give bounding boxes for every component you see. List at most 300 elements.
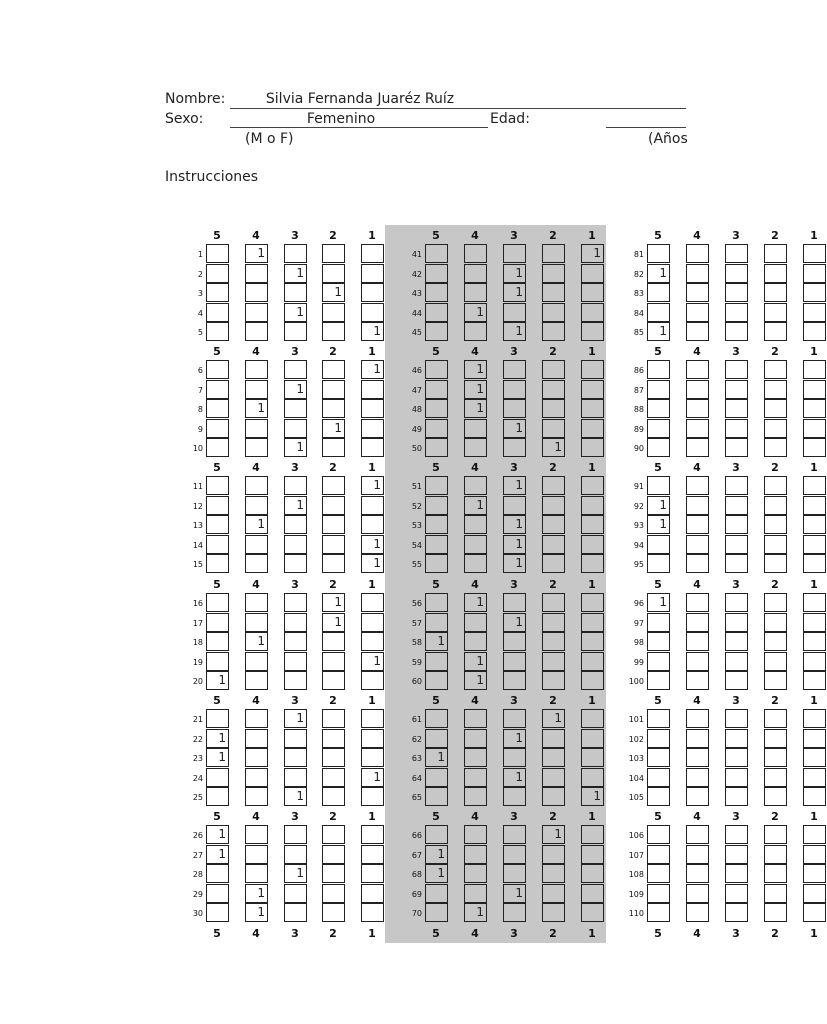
answer-cell[interactable]: 1: [361, 322, 384, 341]
answer-cell[interactable]: [803, 864, 826, 883]
answer-cell[interactable]: [647, 419, 670, 438]
answer-cell[interactable]: 1: [503, 613, 526, 632]
answer-cell[interactable]: [764, 419, 787, 438]
answer-cell[interactable]: [361, 496, 384, 515]
answer-cell[interactable]: [361, 748, 384, 767]
answer-cell[interactable]: [803, 845, 826, 864]
answer-cell[interactable]: 1: [581, 244, 604, 263]
answer-cell[interactable]: [542, 632, 565, 651]
answer-cell[interactable]: [686, 671, 709, 690]
answer-cell[interactable]: [464, 709, 487, 728]
answer-cell[interactable]: [764, 845, 787, 864]
answer-cell[interactable]: [503, 632, 526, 651]
answer-cell[interactable]: [725, 476, 748, 495]
answer-cell[interactable]: 1: [647, 593, 670, 612]
answer-cell[interactable]: [542, 554, 565, 573]
answer-cell[interactable]: [647, 884, 670, 903]
answer-cell[interactable]: 1: [284, 380, 307, 399]
answer-cell[interactable]: [322, 903, 345, 922]
answer-cell[interactable]: [686, 729, 709, 748]
answer-cell[interactable]: [725, 496, 748, 515]
answer-cell[interactable]: [542, 729, 565, 748]
answer-cell[interactable]: [686, 613, 709, 632]
answer-cell[interactable]: 1: [206, 729, 229, 748]
answer-cell[interactable]: [542, 748, 565, 767]
answer-cell[interactable]: [425, 768, 448, 787]
answer-cell[interactable]: [686, 709, 709, 728]
answer-cell[interactable]: [206, 709, 229, 728]
answer-cell[interactable]: 1: [464, 652, 487, 671]
answer-cell[interactable]: [245, 360, 268, 379]
answer-cell[interactable]: [503, 380, 526, 399]
answer-cell[interactable]: [503, 244, 526, 263]
answer-cell[interactable]: [725, 825, 748, 844]
answer-cell[interactable]: 1: [361, 360, 384, 379]
answer-cell[interactable]: [245, 380, 268, 399]
answer-cell[interactable]: [647, 845, 670, 864]
answer-cell[interactable]: [425, 903, 448, 922]
answer-cell[interactable]: [581, 632, 604, 651]
answer-cell[interactable]: 1: [361, 652, 384, 671]
answer-cell[interactable]: [245, 671, 268, 690]
answer-cell[interactable]: [542, 419, 565, 438]
answer-cell[interactable]: [322, 671, 345, 690]
answer-cell[interactable]: [725, 322, 748, 341]
answer-cell[interactable]: 1: [206, 671, 229, 690]
answer-cell[interactable]: [686, 845, 709, 864]
answer-cell[interactable]: 1: [647, 322, 670, 341]
answer-cell[interactable]: [581, 322, 604, 341]
answer-cell[interactable]: [206, 264, 229, 283]
answer-cell[interactable]: [361, 903, 384, 922]
answer-cell[interactable]: [425, 419, 448, 438]
answer-cell[interactable]: [803, 593, 826, 612]
answer-cell[interactable]: [322, 845, 345, 864]
answer-cell[interactable]: [361, 632, 384, 651]
answer-cell[interactable]: [764, 825, 787, 844]
answer-cell[interactable]: [542, 264, 565, 283]
answer-cell[interactable]: [686, 787, 709, 806]
answer-cell[interactable]: [542, 593, 565, 612]
answer-cell[interactable]: 1: [503, 554, 526, 573]
answer-cell[interactable]: [206, 360, 229, 379]
answer-cell[interactable]: [542, 652, 565, 671]
answer-cell[interactable]: [206, 244, 229, 263]
answer-cell[interactable]: [425, 303, 448, 322]
answer-cell[interactable]: 1: [322, 283, 345, 302]
answer-cell[interactable]: [322, 476, 345, 495]
answer-cell[interactable]: [725, 652, 748, 671]
answer-cell[interactable]: [284, 515, 307, 534]
answer-cell[interactable]: [425, 438, 448, 457]
answer-cell[interactable]: [647, 244, 670, 263]
answer-cell[interactable]: [647, 360, 670, 379]
answer-cell[interactable]: [464, 632, 487, 651]
answer-cell[interactable]: [245, 787, 268, 806]
answer-cell[interactable]: [581, 729, 604, 748]
answer-cell[interactable]: 1: [647, 515, 670, 534]
answer-cell[interactable]: [803, 671, 826, 690]
answer-cell[interactable]: [322, 496, 345, 515]
answer-cell[interactable]: [803, 303, 826, 322]
answer-cell[interactable]: [764, 671, 787, 690]
answer-cell[interactable]: [542, 360, 565, 379]
answer-cell[interactable]: [803, 825, 826, 844]
answer-cell[interactable]: [764, 903, 787, 922]
answer-cell[interactable]: [425, 380, 448, 399]
answer-cell[interactable]: [686, 360, 709, 379]
answer-cell[interactable]: 1: [464, 380, 487, 399]
answer-cell[interactable]: [725, 613, 748, 632]
answer-cell[interactable]: [245, 613, 268, 632]
answer-cell[interactable]: [764, 515, 787, 534]
answer-cell[interactable]: [361, 729, 384, 748]
answer-cell[interactable]: [503, 652, 526, 671]
answer-cell[interactable]: [245, 535, 268, 554]
answer-cell[interactable]: [361, 787, 384, 806]
answer-cell[interactable]: [686, 303, 709, 322]
answer-cell[interactable]: [322, 303, 345, 322]
answer-cell[interactable]: [206, 476, 229, 495]
answer-cell[interactable]: 1: [503, 884, 526, 903]
answer-cell[interactable]: [284, 748, 307, 767]
answer-cell[interactable]: [322, 438, 345, 457]
answer-cell[interactable]: [284, 593, 307, 612]
answer-cell[interactable]: [503, 864, 526, 883]
answer-cell[interactable]: [284, 825, 307, 844]
answer-cell[interactable]: [647, 748, 670, 767]
answer-cell[interactable]: [425, 360, 448, 379]
answer-cell[interactable]: [425, 496, 448, 515]
answer-cell[interactable]: [361, 438, 384, 457]
answer-cell[interactable]: 1: [322, 593, 345, 612]
answer-cell[interactable]: 1: [503, 322, 526, 341]
answer-cell[interactable]: [725, 303, 748, 322]
answer-cell[interactable]: [542, 515, 565, 534]
answer-cell[interactable]: [245, 476, 268, 495]
answer-cell[interactable]: [803, 264, 826, 283]
answer-cell[interactable]: [361, 419, 384, 438]
answer-cell[interactable]: [803, 632, 826, 651]
answer-cell[interactable]: [725, 729, 748, 748]
answer-cell[interactable]: [464, 845, 487, 864]
answer-cell[interactable]: [503, 360, 526, 379]
answer-cell[interactable]: [581, 554, 604, 573]
answer-cell[interactable]: [647, 729, 670, 748]
answer-cell[interactable]: 1: [425, 864, 448, 883]
answer-cell[interactable]: [284, 244, 307, 263]
answer-cell[interactable]: [425, 652, 448, 671]
answer-cell[interactable]: [647, 438, 670, 457]
answer-cell[interactable]: [581, 380, 604, 399]
answer-cell[interactable]: [322, 380, 345, 399]
answer-cell[interactable]: [542, 903, 565, 922]
answer-cell[interactable]: [425, 729, 448, 748]
answer-cell[interactable]: [464, 535, 487, 554]
answer-cell[interactable]: [206, 438, 229, 457]
answer-cell[interactable]: [581, 303, 604, 322]
answer-cell[interactable]: [361, 303, 384, 322]
answer-cell[interactable]: [764, 283, 787, 302]
answer-cell[interactable]: [581, 652, 604, 671]
answer-cell[interactable]: [245, 729, 268, 748]
answer-cell[interactable]: [361, 380, 384, 399]
answer-cell[interactable]: [803, 554, 826, 573]
answer-cell[interactable]: [245, 652, 268, 671]
answer-cell[interactable]: 1: [245, 244, 268, 263]
answer-cell[interactable]: [322, 864, 345, 883]
answer-cell[interactable]: [284, 845, 307, 864]
answer-cell[interactable]: [764, 613, 787, 632]
answer-cell[interactable]: 1: [284, 496, 307, 515]
answer-cell[interactable]: 1: [503, 419, 526, 438]
answer-cell[interactable]: [425, 554, 448, 573]
answer-cell[interactable]: [581, 593, 604, 612]
answer-cell[interactable]: [361, 399, 384, 418]
answer-cell[interactable]: [725, 845, 748, 864]
answer-cell[interactable]: 1: [361, 476, 384, 495]
answer-cell[interactable]: [245, 419, 268, 438]
answer-cell[interactable]: [245, 264, 268, 283]
answer-cell[interactable]: [647, 768, 670, 787]
answer-cell[interactable]: [725, 438, 748, 457]
answer-cell[interactable]: [686, 884, 709, 903]
answer-cell[interactable]: [647, 632, 670, 651]
answer-cell[interactable]: [725, 748, 748, 767]
answer-cell[interactable]: [425, 671, 448, 690]
answer-cell[interactable]: [581, 825, 604, 844]
answer-cell[interactable]: [725, 399, 748, 418]
answer-cell[interactable]: [647, 671, 670, 690]
answer-cell[interactable]: [206, 593, 229, 612]
answer-cell[interactable]: [425, 787, 448, 806]
answer-cell[interactable]: [464, 419, 487, 438]
answer-cell[interactable]: [206, 632, 229, 651]
answer-cell[interactable]: [581, 613, 604, 632]
answer-cell[interactable]: [764, 632, 787, 651]
answer-cell[interactable]: [686, 244, 709, 263]
answer-cell[interactable]: [322, 554, 345, 573]
answer-cell[interactable]: [581, 535, 604, 554]
answer-cell[interactable]: [581, 709, 604, 728]
answer-cell[interactable]: 1: [361, 768, 384, 787]
answer-cell[interactable]: [284, 903, 307, 922]
answer-cell[interactable]: [206, 496, 229, 515]
answer-cell[interactable]: [206, 903, 229, 922]
answer-cell[interactable]: [284, 613, 307, 632]
answer-cell[interactable]: 1: [322, 419, 345, 438]
answer-cell[interactable]: [581, 419, 604, 438]
answer-cell[interactable]: 1: [503, 476, 526, 495]
answer-cell[interactable]: [647, 709, 670, 728]
answer-cell[interactable]: [503, 845, 526, 864]
answer-cell[interactable]: [803, 283, 826, 302]
answer-cell[interactable]: [206, 652, 229, 671]
answer-cell[interactable]: [542, 244, 565, 263]
answer-cell[interactable]: [686, 380, 709, 399]
answer-cell[interactable]: [686, 864, 709, 883]
answer-cell[interactable]: [322, 515, 345, 534]
answer-cell[interactable]: [581, 515, 604, 534]
answer-cell[interactable]: [542, 768, 565, 787]
answer-cell[interactable]: [686, 496, 709, 515]
answer-cell[interactable]: [686, 593, 709, 612]
answer-cell[interactable]: [206, 399, 229, 418]
answer-cell[interactable]: [245, 825, 268, 844]
answer-cell[interactable]: [581, 903, 604, 922]
answer-cell[interactable]: [542, 787, 565, 806]
answer-cell[interactable]: [322, 535, 345, 554]
answer-cell[interactable]: [542, 613, 565, 632]
answer-cell[interactable]: [686, 632, 709, 651]
answer-cell[interactable]: [764, 652, 787, 671]
answer-cell[interactable]: [464, 613, 487, 632]
answer-cell[interactable]: [361, 845, 384, 864]
answer-cell[interactable]: [686, 535, 709, 554]
answer-cell[interactable]: [764, 884, 787, 903]
answer-cell[interactable]: [284, 729, 307, 748]
answer-cell[interactable]: [542, 535, 565, 554]
answer-cell[interactable]: [764, 303, 787, 322]
answer-cell[interactable]: [764, 496, 787, 515]
answer-cell[interactable]: [803, 419, 826, 438]
answer-cell[interactable]: [425, 884, 448, 903]
answer-cell[interactable]: 1: [503, 535, 526, 554]
answer-cell[interactable]: [803, 360, 826, 379]
answer-cell[interactable]: [686, 264, 709, 283]
answer-cell[interactable]: [725, 864, 748, 883]
answer-cell[interactable]: [542, 496, 565, 515]
answer-cell[interactable]: 1: [284, 787, 307, 806]
answer-cell[interactable]: [322, 399, 345, 418]
answer-cell[interactable]: [581, 884, 604, 903]
answer-cell[interactable]: [464, 322, 487, 341]
answer-cell[interactable]: [647, 864, 670, 883]
answer-cell[interactable]: 1: [464, 593, 487, 612]
answer-cell[interactable]: [647, 399, 670, 418]
answer-cell[interactable]: [361, 244, 384, 263]
answer-cell[interactable]: [581, 360, 604, 379]
answer-cell[interactable]: [206, 554, 229, 573]
answer-cell[interactable]: [425, 399, 448, 418]
answer-cell[interactable]: [725, 884, 748, 903]
answer-cell[interactable]: [803, 244, 826, 263]
answer-cell[interactable]: 1: [542, 825, 565, 844]
answer-cell[interactable]: [803, 748, 826, 767]
answer-cell[interactable]: [464, 554, 487, 573]
answer-cell[interactable]: 1: [464, 303, 487, 322]
answer-cell[interactable]: [284, 419, 307, 438]
answer-cell[interactable]: [206, 322, 229, 341]
answer-cell[interactable]: [322, 632, 345, 651]
answer-cell[interactable]: [803, 322, 826, 341]
answer-cell[interactable]: [581, 399, 604, 418]
answer-cell[interactable]: [245, 748, 268, 767]
answer-cell[interactable]: 1: [206, 825, 229, 844]
answer-cell[interactable]: [206, 303, 229, 322]
answer-cell[interactable]: [464, 768, 487, 787]
answer-cell[interactable]: [361, 864, 384, 883]
answer-cell[interactable]: 1: [425, 845, 448, 864]
answer-cell[interactable]: [764, 768, 787, 787]
answer-cell[interactable]: [647, 535, 670, 554]
answer-cell[interactable]: [581, 476, 604, 495]
answer-cell[interactable]: [725, 283, 748, 302]
answer-cell[interactable]: [542, 322, 565, 341]
answer-cell[interactable]: [245, 709, 268, 728]
answer-cell[interactable]: [725, 709, 748, 728]
answer-cell[interactable]: [361, 613, 384, 632]
answer-cell[interactable]: [803, 709, 826, 728]
answer-cell[interactable]: [322, 729, 345, 748]
answer-cell[interactable]: [322, 360, 345, 379]
answer-cell[interactable]: [542, 476, 565, 495]
answer-cell[interactable]: 1: [464, 903, 487, 922]
answer-cell[interactable]: [425, 476, 448, 495]
answer-cell[interactable]: [647, 787, 670, 806]
answer-cell[interactable]: 1: [503, 729, 526, 748]
answer-cell[interactable]: [686, 554, 709, 573]
answer-cell[interactable]: [322, 709, 345, 728]
answer-cell[interactable]: [503, 593, 526, 612]
answer-cell[interactable]: [464, 864, 487, 883]
answer-cell[interactable]: [803, 884, 826, 903]
answer-cell[interactable]: 1: [464, 360, 487, 379]
answer-cell[interactable]: [803, 399, 826, 418]
answer-cell[interactable]: 1: [361, 554, 384, 573]
answer-cell[interactable]: [542, 671, 565, 690]
answer-cell[interactable]: [361, 671, 384, 690]
answer-cell[interactable]: [647, 652, 670, 671]
answer-cell[interactable]: [542, 380, 565, 399]
answer-cell[interactable]: [503, 903, 526, 922]
answer-cell[interactable]: [361, 825, 384, 844]
answer-cell[interactable]: [764, 399, 787, 418]
answer-cell[interactable]: 1: [284, 264, 307, 283]
answer-cell[interactable]: [464, 515, 487, 534]
answer-cell[interactable]: [542, 884, 565, 903]
answer-cell[interactable]: [647, 283, 670, 302]
answer-cell[interactable]: 1: [284, 303, 307, 322]
answer-cell[interactable]: [245, 768, 268, 787]
answer-cell[interactable]: [581, 438, 604, 457]
answer-cell[interactable]: [464, 825, 487, 844]
answer-cell[interactable]: [503, 496, 526, 515]
answer-cell[interactable]: [464, 787, 487, 806]
answer-cell[interactable]: [725, 419, 748, 438]
answer-cell[interactable]: [647, 613, 670, 632]
answer-cell[interactable]: [803, 515, 826, 534]
answer-cell[interactable]: [725, 360, 748, 379]
answer-cell[interactable]: [425, 515, 448, 534]
answer-cell[interactable]: [764, 864, 787, 883]
answer-cell[interactable]: [686, 399, 709, 418]
answer-cell[interactable]: [464, 748, 487, 767]
answer-cell[interactable]: [764, 244, 787, 263]
answer-cell[interactable]: [245, 496, 268, 515]
answer-cell[interactable]: [322, 264, 345, 283]
answer-cell[interactable]: [581, 748, 604, 767]
answer-cell[interactable]: [725, 244, 748, 263]
answer-cell[interactable]: [764, 729, 787, 748]
answer-cell[interactable]: [686, 652, 709, 671]
answer-cell[interactable]: [322, 884, 345, 903]
answer-cell[interactable]: [686, 283, 709, 302]
answer-cell[interactable]: [764, 380, 787, 399]
answer-cell[interactable]: [725, 768, 748, 787]
answer-cell[interactable]: 1: [245, 632, 268, 651]
answer-cell[interactable]: 1: [464, 399, 487, 418]
